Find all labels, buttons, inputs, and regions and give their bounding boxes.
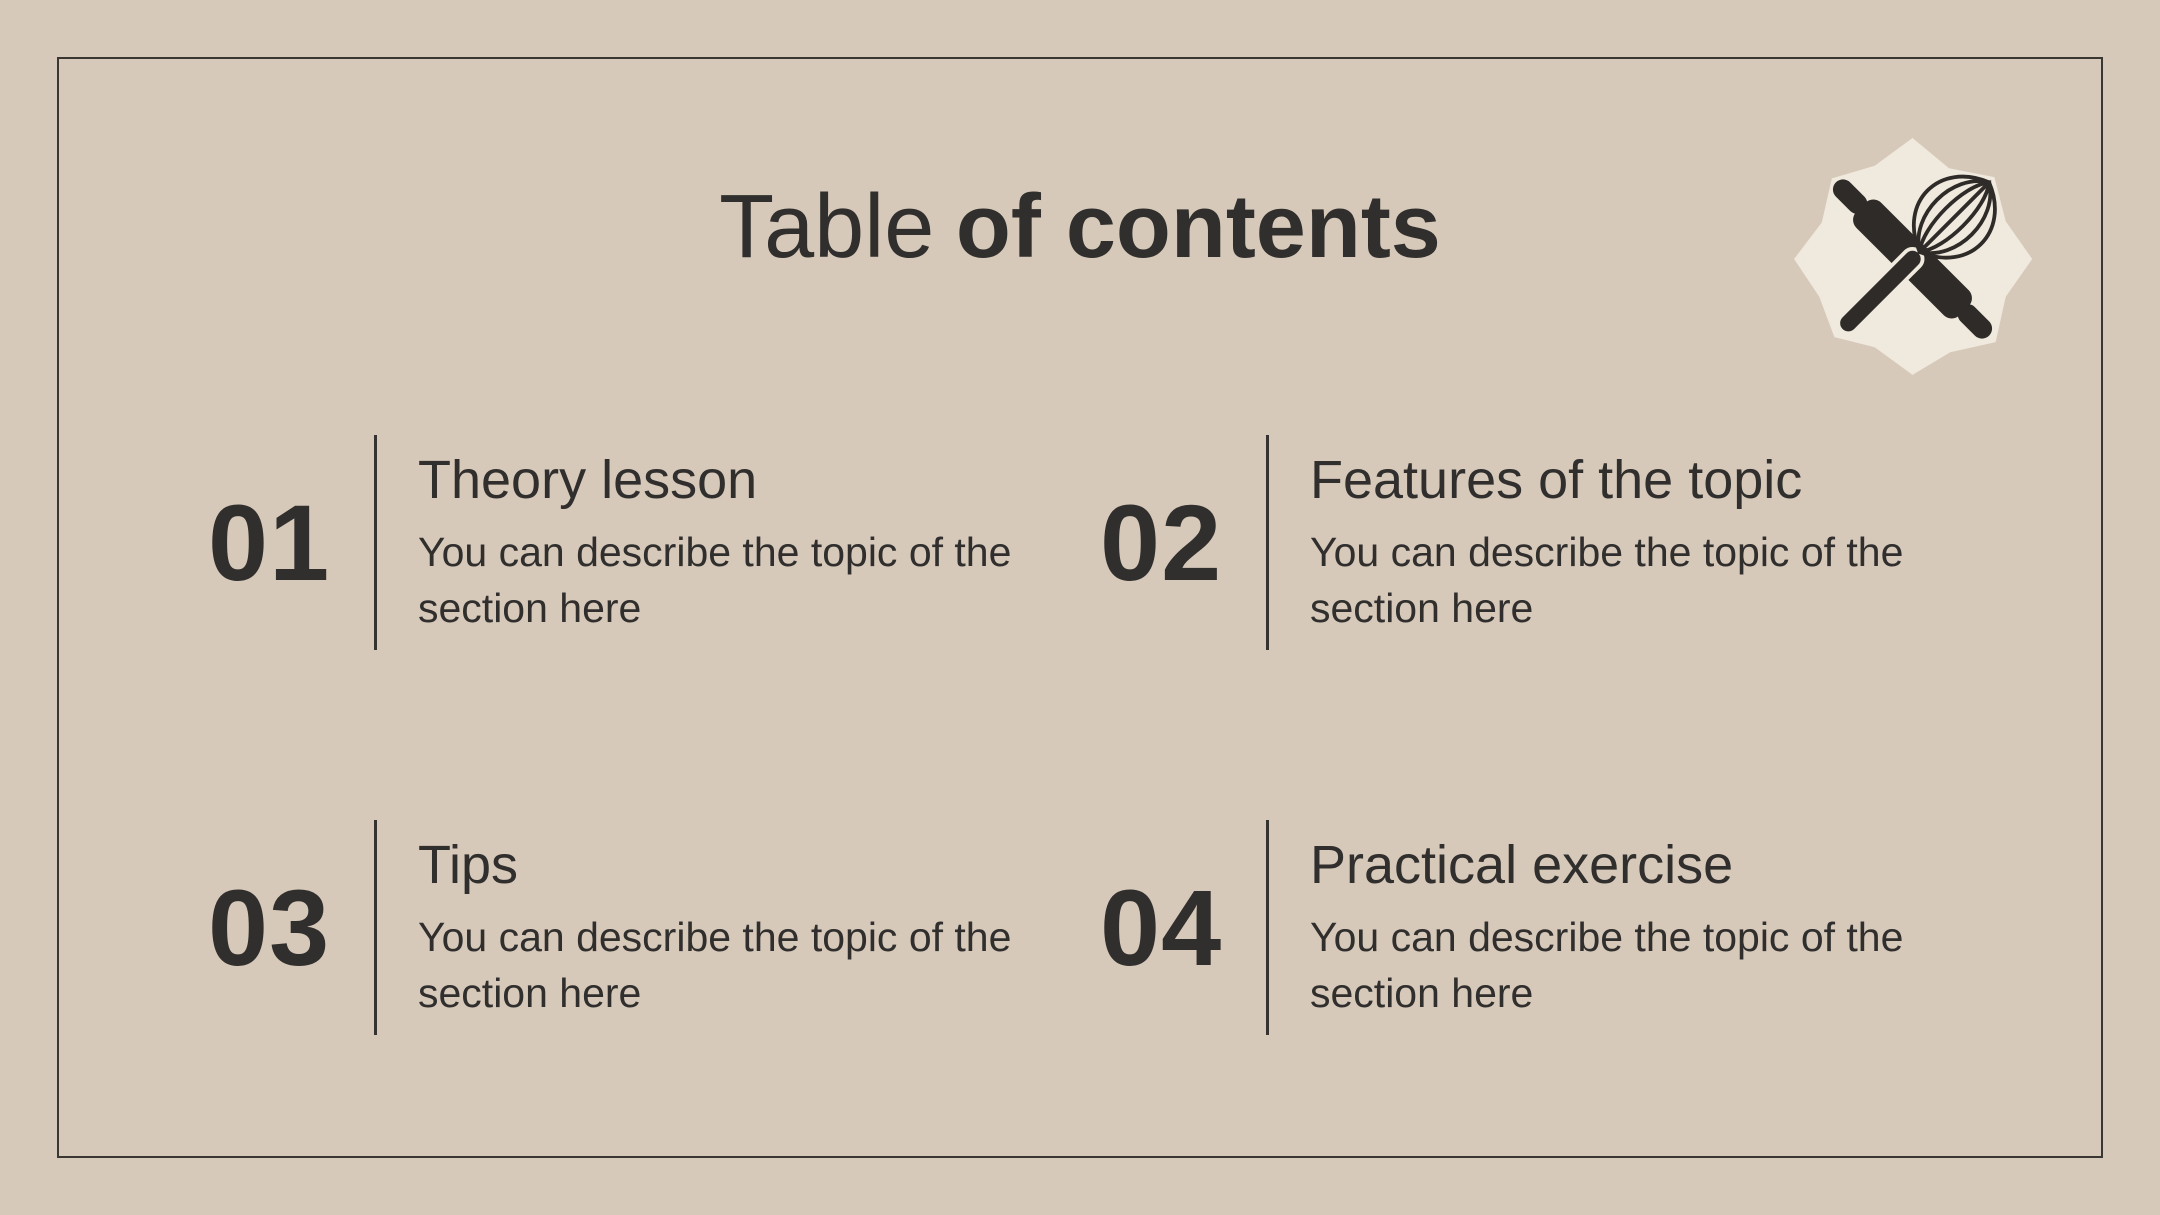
toc-grid <box>208 435 1992 1035</box>
vertical-divider <box>374 435 377 650</box>
item-text-block <box>1310 820 1970 1035</box>
item-number: 01 <box>208 481 331 603</box>
vertical-divider <box>1266 435 1269 650</box>
item-number: 03 <box>208 866 331 988</box>
vertical-divider <box>374 820 377 1035</box>
page-title-bold: of contents <box>955 177 1441 278</box>
item-text-block <box>1310 435 1970 650</box>
page-title-regular: Table <box>719 177 935 278</box>
item-description: You can describe the topic of the section here <box>418 529 1012 631</box>
item-number: 02 <box>1100 481 1223 603</box>
item-description: You can describe the topic of the section here <box>1310 914 1904 1016</box>
bakery-badge <box>1780 133 2045 385</box>
vertical-divider <box>1266 820 1269 1035</box>
item-number: 04 <box>1100 866 1223 988</box>
item-description: You can describe the topic of the section here <box>1310 529 1904 631</box>
item-heading: Tips <box>418 835 519 896</box>
toc-item-02 <box>1100 435 1992 650</box>
item-heading: Theory lesson <box>418 450 758 511</box>
item-text-block <box>418 435 1078 650</box>
item-heading: Practical exercise <box>1310 835 1734 896</box>
item-text-block <box>418 820 1078 1035</box>
toc-item-03 <box>208 820 1100 1035</box>
toc-item-01 <box>208 435 1100 650</box>
rolling-pin-and-whisk-icon <box>1780 133 2045 385</box>
item-description: You can describe the topic of the section here <box>418 914 1012 1016</box>
item-heading: Features of the topic <box>1310 450 1803 511</box>
toc-item-04 <box>1100 820 1992 1035</box>
